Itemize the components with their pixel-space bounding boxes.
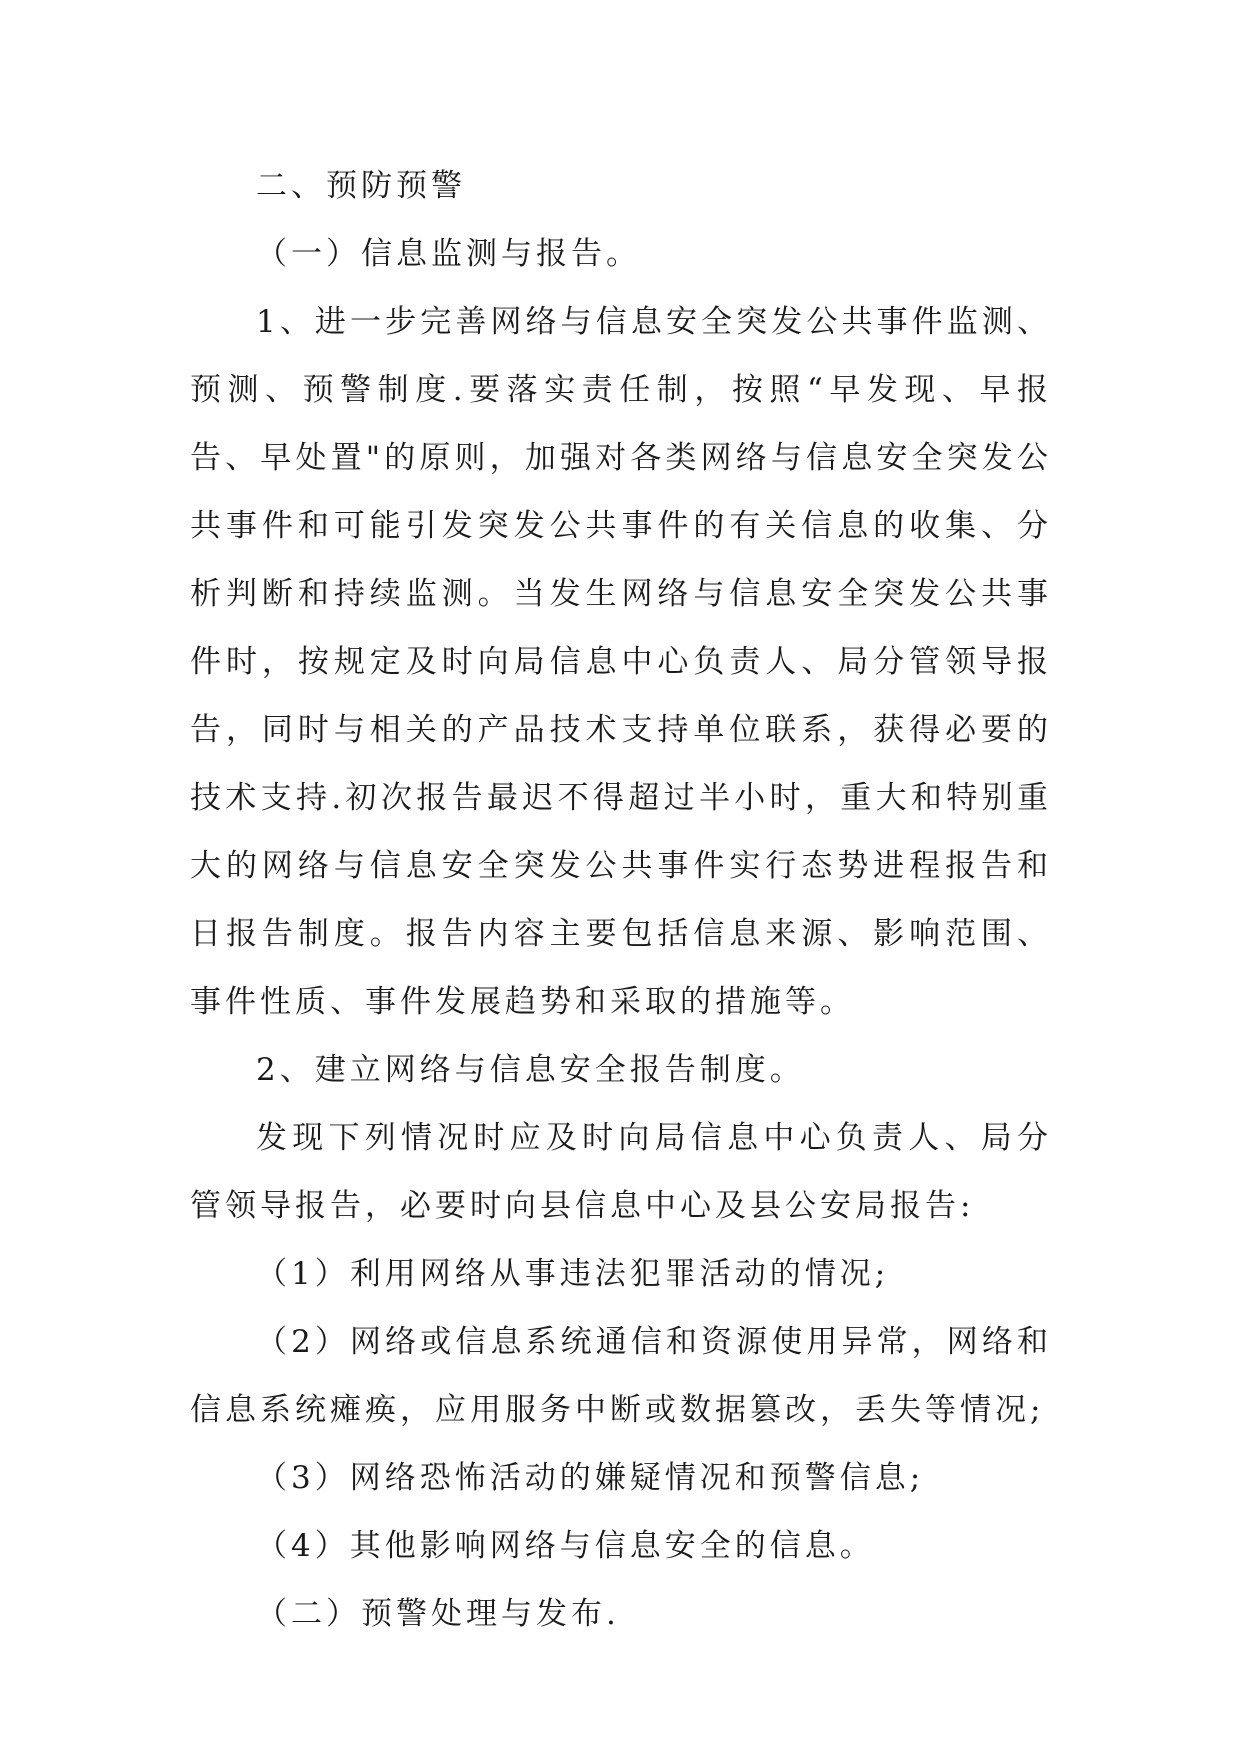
section-heading: 二、预防预警	[256, 168, 466, 204]
paragraph-item-1: 1、进一步完善网络与信息安全突发公共事件监测、预测、预警制度.要落实责任制，按照“早发现、早报告、早处置"的原则，加强对各类网络与信息安全突发公共事件和可能引发突发公共事件的有关信息的收集、分析判断和持续监测。当发生网络与信息安全突发公共事件时，按规定及时向局信息中心负责人、局分管领导报告，同时与相关的产品技术支持单位联系，获得必要的技术支持.初次报告最迟不得超过半小时，重大和特别重大的网络与信息安全突发公共事件实行态势进程报告和日报告制度。报告内容主要包括信息来源、影响范围、事件性质、事件发展趋势和采取的措施等。	[190, 304, 1052, 1020]
list-item-case-2: （2）网络或信息系统通信和资源使用异常，网络和信息系统瘫痪，应用服务中断或数据篡改，丢失等情况;	[190, 1324, 1052, 1428]
document-body	[190, 152, 1052, 1648]
subsection-heading-warning: （二）预警处理与发布.	[256, 1596, 620, 1632]
list-item-case-4: （4）其他影响网络与信息安全的信息。	[256, 1528, 875, 1564]
paragraph-intro: 发现下列情况时应及时向局信息中心负责人、局分管领导报告，必要时向县信息中心及县公安局报告:	[190, 1120, 1052, 1224]
list-item-case-1: （1）利用网络从事违法犯罪活动的情况;	[256, 1256, 890, 1292]
list-item-case-3: （3）网络恐怖活动的嫌疑情况和预警信息;	[256, 1460, 925, 1496]
subsection-heading-monitoring: （一）信息监测与报告。	[256, 236, 641, 272]
paragraph-item-2: 2、建立网络与信息安全报告制度。	[256, 1052, 805, 1088]
